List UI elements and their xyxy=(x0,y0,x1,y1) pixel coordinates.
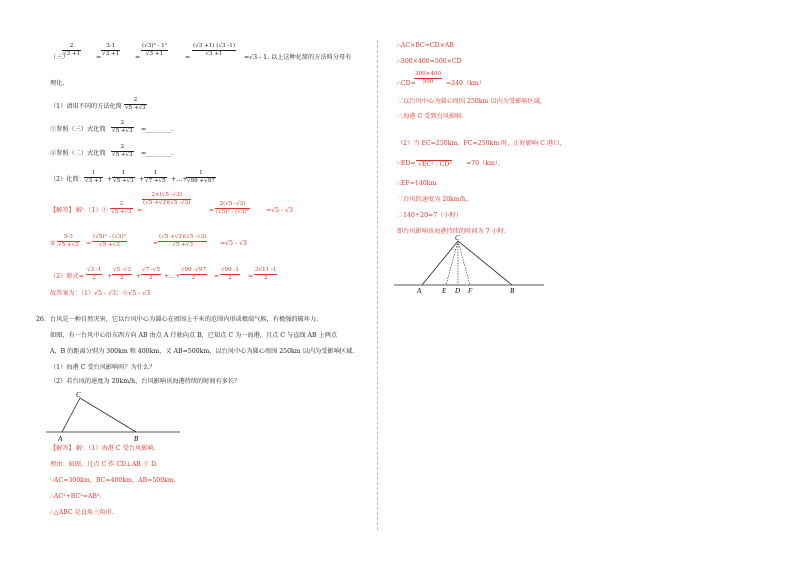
solution-line: ∴△ABC 是直角三角形. xyxy=(50,509,114,516)
triangle-figure xyxy=(40,385,190,445)
fraction-den: 500 xyxy=(422,79,434,85)
fraction xyxy=(186,170,216,185)
fraction-den: 2 xyxy=(191,275,196,281)
fraction-2-num: 3-1 xyxy=(101,43,120,51)
final-answer: 故答案为：（1）√5 - √3；②√5 - √3 xyxy=(50,290,151,297)
fraction xyxy=(124,97,147,112)
fraction-2 xyxy=(101,43,120,58)
fraction-4 xyxy=(192,43,236,58)
solution-line: ∴140÷20=7（小时） xyxy=(397,212,462,219)
fraction-den: √5 +√3 xyxy=(172,242,194,248)
fraction-den: (√5 +√3)(√5 -√3) xyxy=(143,200,191,206)
column-divider xyxy=(377,40,378,530)
fraction-den: √5 +√3 xyxy=(113,178,134,184)
answer-result: =√5 - √3 xyxy=(266,207,293,214)
question-26-part-1: （1）海港 C 受台风影响吗？为什么？ xyxy=(50,364,156,371)
solution-line: ∵台风的速度为 20km/h， xyxy=(397,196,473,203)
fraction xyxy=(141,267,161,282)
fraction-3 xyxy=(141,43,168,58)
solution-line: ∴AC×BC=CD×AB xyxy=(397,42,454,49)
fraction xyxy=(111,144,134,159)
solution-line: ∴AC²+BC²=AB². xyxy=(50,493,102,500)
fraction-num: (√5)² - (√3)² xyxy=(93,234,126,240)
solution-label: 【解答】 xyxy=(50,445,75,452)
question-2: （2）化简： xyxy=(50,176,85,183)
blank: =________. xyxy=(141,126,173,133)
fraction xyxy=(112,170,135,185)
text-line: 理化. xyxy=(50,80,65,87)
solution-line: ∴EF=140km xyxy=(397,180,437,187)
fraction-num: 1 xyxy=(186,170,216,178)
solution-line: ∵AC=300km，BC=400km，AB=500km， xyxy=(50,477,180,484)
fraction xyxy=(111,120,134,135)
fraction xyxy=(414,71,442,86)
fraction-2-den: √3 +1 xyxy=(102,51,120,57)
question-1-b: ②参照（二）式化简 xyxy=(50,150,106,157)
solution-line: （2）当 EC=250km，FC=250km 时，正好影响 C 港口， xyxy=(397,140,566,147)
fraction xyxy=(180,267,207,282)
label-f: F xyxy=(468,287,473,295)
fraction xyxy=(86,267,102,282)
fraction xyxy=(142,192,191,207)
question-1-a: ①参照（三）式化简 xyxy=(50,126,106,133)
op: + xyxy=(107,273,113,280)
fraction-3-num: (√3)² - 1² xyxy=(142,43,167,49)
fraction-den: √5 +√3 xyxy=(58,242,79,248)
line-tail: =√3 - 1. 以上这种化简的方法叫分母有 xyxy=(244,54,352,61)
fraction-num: 2 xyxy=(124,97,147,105)
fraction-num: 2 xyxy=(111,144,134,152)
fraction-den: √7 +√5 xyxy=(145,178,166,184)
segment-cf xyxy=(458,241,470,285)
answer-label: 【解答】 xyxy=(50,207,75,214)
fraction-1-den: √3 +1 xyxy=(63,51,81,57)
answer-result: =√5 - √3 xyxy=(220,240,247,247)
fraction-den: √5 +√3 xyxy=(99,242,120,248)
fraction xyxy=(144,170,167,185)
fraction xyxy=(110,201,133,216)
triangle-abc xyxy=(62,398,136,432)
label-b: B xyxy=(510,287,515,295)
op: + xyxy=(107,176,113,183)
solution-line: 解：（1）海港 C 受台风影响. xyxy=(76,445,156,452)
fraction-den: √5 +√3 xyxy=(125,105,146,111)
fraction-den: √3 +1 xyxy=(85,178,103,184)
fraction-3-den: √3 +1 xyxy=(145,51,164,57)
op: + xyxy=(139,176,145,183)
fraction-den: (√5)² - (√3)² xyxy=(216,209,249,215)
fraction-num: 2×(√5 -√3) xyxy=(142,192,191,200)
solution-line: =70（km）， xyxy=(466,160,505,167)
fraction-num: 2(√5 -√3) xyxy=(215,201,250,209)
label-c: C xyxy=(76,391,81,399)
fraction-den: 2 xyxy=(120,275,124,281)
solution-line: 即台风影响该海港持续的时间为 7 小时. xyxy=(397,228,506,235)
label-b: B xyxy=(134,435,139,443)
fraction-num: √99 -1 xyxy=(221,267,239,273)
fraction xyxy=(112,267,132,282)
fraction-den: √5 +√3 xyxy=(111,209,132,215)
fraction-den: √99 +√97 xyxy=(187,178,215,184)
fraction-num: √5 -√3 xyxy=(113,267,131,273)
solution-line: =240（km） xyxy=(446,80,485,87)
fraction-num: 5-3 xyxy=(57,234,80,242)
fraction-1-num: 2 xyxy=(62,43,81,51)
blank: =________. xyxy=(141,150,173,157)
segment-ce xyxy=(446,241,458,285)
eq-sign: = xyxy=(214,273,220,280)
eq-sign: = xyxy=(137,207,143,214)
fraction-num: 1 xyxy=(84,170,103,178)
fraction-num: 1 xyxy=(112,170,135,178)
answer-label: （2）原式= xyxy=(50,273,84,280)
eq-sign: = xyxy=(185,54,191,61)
fraction-num: 1 xyxy=(144,170,167,178)
fraction-1 xyxy=(62,43,81,58)
question-26-line-3: A，B 的距离分别为 300km 和 400km，又 AB=500km，以台风中心为圆心周围 250km 以内为受影响区域. xyxy=(50,348,355,355)
answer-label: ② xyxy=(50,240,56,247)
fraction xyxy=(254,267,277,282)
question-26-line-2: 如图，有一台风中心沿东西方向 AB 由点 A 行驶向点 B，已知点 C 为一海港，且点 C 与直线 AB 上两点 xyxy=(50,332,338,339)
fraction xyxy=(84,170,103,185)
label-a: A xyxy=(58,435,63,443)
eq-sign: = xyxy=(135,54,141,61)
fraction-num: 3√11 -1 xyxy=(255,267,277,273)
triangle-abc xyxy=(422,241,512,285)
radicand: EC² - CD² xyxy=(421,161,452,168)
op: + xyxy=(136,273,142,280)
fraction-num: √99 -√97 xyxy=(181,267,207,273)
fraction xyxy=(57,234,80,249)
radical: √EC² - CD² xyxy=(418,161,452,168)
fraction-den: √5 +√3 xyxy=(112,128,133,134)
solution-line: ∴CD= xyxy=(397,80,416,87)
fraction-den: 2 xyxy=(263,275,268,281)
solution-line: ∴海港 C 受到台风影响. xyxy=(397,113,464,120)
fraction-den: √5 +√3 xyxy=(112,152,133,158)
question-26-part-2: （2）若台风的速度为 20km/h，台风影响该海港持续的时间有多长？ xyxy=(50,378,241,385)
label-c: C xyxy=(455,234,460,242)
fraction xyxy=(220,267,240,282)
fraction xyxy=(92,234,127,249)
fraction-num: 2 xyxy=(111,120,134,128)
fraction-num: √7 -√5 xyxy=(142,267,160,273)
eq-sign: = xyxy=(209,207,215,214)
fraction xyxy=(158,234,207,249)
eq-sign: = xyxy=(248,273,254,280)
solution-line: ∵ED= xyxy=(397,160,416,167)
fraction-4-den: √3 +1 xyxy=(205,51,223,57)
label-e: E xyxy=(442,287,447,295)
solution-line: ∴300×400=500×CD xyxy=(397,58,462,65)
eq-sign: = xyxy=(96,54,102,61)
question-1: （1）请用不同的方法化简 xyxy=(50,103,122,110)
op: +…+ xyxy=(171,176,188,183)
triangle-figure-2 xyxy=(392,233,552,295)
fraction-num: 2 xyxy=(110,201,133,209)
fraction-num: √3 -1 xyxy=(87,267,102,273)
fraction-den: 2 xyxy=(228,275,232,281)
op: +…+ xyxy=(164,273,181,280)
fraction-num: 300×400 xyxy=(415,71,442,77)
solution-line: ∵以台风中心为圆心周围 250km 以内为受影响区域， xyxy=(397,98,547,105)
answer-text: 解：（1）① xyxy=(76,207,108,214)
fraction xyxy=(215,201,250,216)
question-26-line-1: 26．台风是一种自然灾害，它以台风中心为圆心在周围上千米的范围内形成极端气候，有极强的破坏力. xyxy=(36,316,319,323)
fraction-4-num: (√3 +1) (√3 -1) xyxy=(193,43,236,49)
fraction-den: 2 xyxy=(149,275,153,281)
fraction-num: (√5 +√3)(√5 -√3) xyxy=(159,234,207,240)
eq-sign: = xyxy=(86,240,92,247)
label-a: A xyxy=(417,287,422,295)
label-d: D xyxy=(455,287,461,295)
solution-line: 理由：如图，过点 C 作 CD⊥AB 于 D. xyxy=(50,461,158,468)
section-prefix: （三） xyxy=(50,54,69,61)
eq-sign: = xyxy=(153,240,159,247)
fraction-den: 2 xyxy=(92,275,96,281)
